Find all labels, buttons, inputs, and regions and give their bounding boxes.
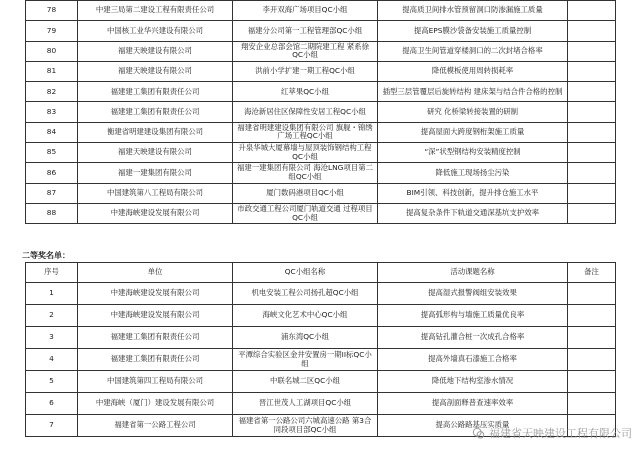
cell-unit: 中国核工业华兴建设有限公司 [78, 21, 233, 41]
cell-group: 平潭综合实验区金井安置房一期II标QC小组 [233, 349, 378, 371]
cell-topic: 提高钻孔灌合桩一次成孔合格率 [378, 327, 568, 349]
second-prize-section-title: 二等奖名单： [22, 251, 70, 260]
cell-unit: 福建天映建设有限公司 [78, 143, 233, 163]
table-row [26, 61, 616, 81]
table-row [26, 143, 616, 163]
cell-group: 福建省明建建设集团有限公司 旗舰・锦绣广场工程QC小组 [233, 122, 378, 142]
table-row [26, 203, 616, 223]
cell-unit: 福建一建集团有限公司 [78, 163, 233, 183]
cell-unit: 中建三局第二建设工程有限责任公司 [78, 1, 233, 21]
cell-group: 机电安装工程公司扬孔超QC小组 [233, 283, 378, 305]
cell-unit: 福建天映建设有限公司 [78, 41, 233, 61]
cell-remark [568, 393, 616, 415]
cell-group: 海峡文化艺术中心QC小组 [233, 305, 378, 327]
cell-remark [568, 82, 616, 102]
cell-unit: 福建建工集团有限责任公司 [78, 82, 233, 102]
wechat-watermark [472, 425, 632, 441]
header-group: QC小组名称 [233, 263, 378, 283]
cell-group: 李开双海广场项目QC小组 [233, 1, 378, 21]
cell-remark [568, 203, 616, 223]
table-row [26, 327, 616, 349]
second-prize-table [25, 262, 616, 437]
cell-group: 海沧新居住区保障性安居工程QC小组 [233, 102, 378, 122]
first-prize-table-continued [25, 0, 616, 224]
cell-topic: 提高湿式报警阀组安装效果 [378, 283, 568, 305]
cell-unit: 中国建筑第四工程局有限公司 [78, 371, 233, 393]
cell-no: 85 [26, 143, 78, 163]
cell-remark [568, 163, 616, 183]
table-row [26, 349, 616, 371]
cell-topic: 降低地下结构室渗水情况 [378, 371, 568, 393]
cell-group: 福建分公司第一工程管理部QC小组 [233, 21, 378, 41]
cell-no: 7 [26, 415, 78, 437]
cell-no: 84 [26, 122, 78, 142]
header-remark: 备注 [568, 263, 616, 283]
wechat-icon [472, 427, 485, 440]
cell-topic: 提高公路路基压实质量 [378, 415, 568, 437]
cell-no: 88 [26, 203, 78, 223]
table-row [26, 122, 616, 142]
cell-topic: 提高质卫间排水管预留洞口防渗漏施工质量 [378, 1, 568, 21]
cell-topic: BIM引领、科技创新，提升排仓施工水平 [378, 183, 568, 203]
cell-group: 厦门数码港项目QC小组 [233, 183, 378, 203]
cell-no: 5 [26, 371, 78, 393]
table-row [26, 1, 616, 21]
cell-topic: 提高外墙真石漆施工合格率 [378, 349, 568, 371]
cell-remark [568, 61, 616, 81]
cell-no: 81 [26, 61, 78, 81]
cell-no: 3 [26, 327, 78, 349]
cell-group: 红萃果QC小组 [233, 82, 378, 102]
cell-remark [568, 283, 616, 305]
cell-group: 升泉华城大厦幕墙与屋顶装饰钢结构工程QC小组 [233, 143, 378, 163]
table-row [26, 393, 616, 415]
cell-topic: 提高复杂条件下轨道交通深基坑支护效率 [378, 203, 568, 223]
cell-topic: 研究 化桥梁转接装置的研制 [378, 102, 568, 122]
cell-no: 79 [26, 21, 78, 41]
cell-unit: 福建省第一公路工程公司 [78, 415, 233, 437]
cell-unit: 中建海峡建设发展有限公司 [78, 305, 233, 327]
cell-unit: 福建天映建设有限公司 [78, 61, 233, 81]
cell-remark [568, 1, 616, 21]
cell-unit: 福建建工集团有限责任公司 [78, 327, 233, 349]
cell-no: 87 [26, 183, 78, 203]
watermark-text: 福建省天映建设工程有限公司 [489, 427, 632, 440]
cell-no: 6 [26, 393, 78, 415]
table-row [26, 163, 616, 183]
cell-topic: 降低模板使用周转损耗率 [378, 61, 568, 81]
cell-remark [568, 349, 616, 371]
cell-remark [568, 371, 616, 393]
header-topic: 活动课题名称 [378, 263, 568, 283]
table-row [26, 371, 616, 393]
cell-remark [568, 21, 616, 41]
cell-topic: 插型三层管覆层后旋转结构 建床架与结合件合格的控制 [378, 82, 568, 102]
table-row [26, 102, 616, 122]
cell-group: 洪前小学扩建一期工程QC小组 [233, 61, 378, 81]
cell-topic: 降低施工现场扬尘污染 [378, 163, 568, 183]
table-row [26, 21, 616, 41]
table-row [26, 41, 616, 61]
cell-topic: 提高弧形构与墙施工质量优良率 [378, 305, 568, 327]
cell-remark [568, 102, 616, 122]
cell-unit: 福建建工集团有限责任公司 [78, 102, 233, 122]
cell-topic: “深”状型钢结构安装精度控制 [378, 143, 568, 163]
table-row [26, 82, 616, 102]
cell-unit: 福建建工集团有限责任公司 [78, 349, 233, 371]
cell-topic: 提高剖面释普查速率效率 [378, 393, 568, 415]
cell-topic: 提高卫生间管道穿楼洞口的二次封堵合格率 [378, 41, 568, 61]
cell-group: 福建一建集团有限公司 海沧LNG项目第二组QC小组 [233, 163, 378, 183]
cell-no: 83 [26, 102, 78, 122]
cell-no: 80 [26, 41, 78, 61]
table-header-row [26, 263, 616, 283]
header-unit: 单位 [78, 263, 233, 283]
cell-no: 4 [26, 349, 78, 371]
table-row [26, 305, 616, 327]
cell-topic: 提高屋面大跨度钢桁架施工质量 [378, 122, 568, 142]
cell-remark [568, 183, 616, 203]
cell-group: 福建省第一公路公司六城高速公路 第3合同段项目部QC小组 [233, 415, 378, 437]
cell-remark [568, 122, 616, 142]
cell-remark [568, 41, 616, 61]
cell-no: 78 [26, 1, 78, 21]
cell-no: 2 [26, 305, 78, 327]
cell-no: 86 [26, 163, 78, 183]
cell-group: 翔安企业总部会馆二期院建工程 紧系徐 QC小组 [233, 41, 378, 61]
cell-topic: 提高EPS膜沙袋备安装施工质量控制 [378, 21, 568, 41]
cell-no: 1 [26, 283, 78, 305]
header-no: 序号 [26, 263, 78, 283]
cell-unit: 衡建省明建建设集团有限公司 [78, 122, 233, 142]
table-row [26, 283, 616, 305]
cell-no: 82 [26, 82, 78, 102]
cell-remark [568, 327, 616, 349]
cell-remark [568, 305, 616, 327]
cell-group: 中联名城二区QC小组 [233, 371, 378, 393]
cell-group: 市政交通工程公司厦门轨道交通 过程项目QC小组 [233, 203, 378, 223]
cell-unit: 中建海峡（厦门）建设发展有限公司 [78, 393, 233, 415]
table-row [26, 183, 616, 203]
cell-unit: 中建海峡建设发展有限公司 [78, 283, 233, 305]
cell-group: 浦东湾QC小组 [233, 327, 378, 349]
cell-group: 晋江世茂人工湖项目QC小组 [233, 393, 378, 415]
cell-unit: 中建海峡建设发展有限公司 [78, 203, 233, 223]
cell-unit: 中国建筑第八工程局有限公司 [78, 183, 233, 203]
cell-remark [568, 143, 616, 163]
